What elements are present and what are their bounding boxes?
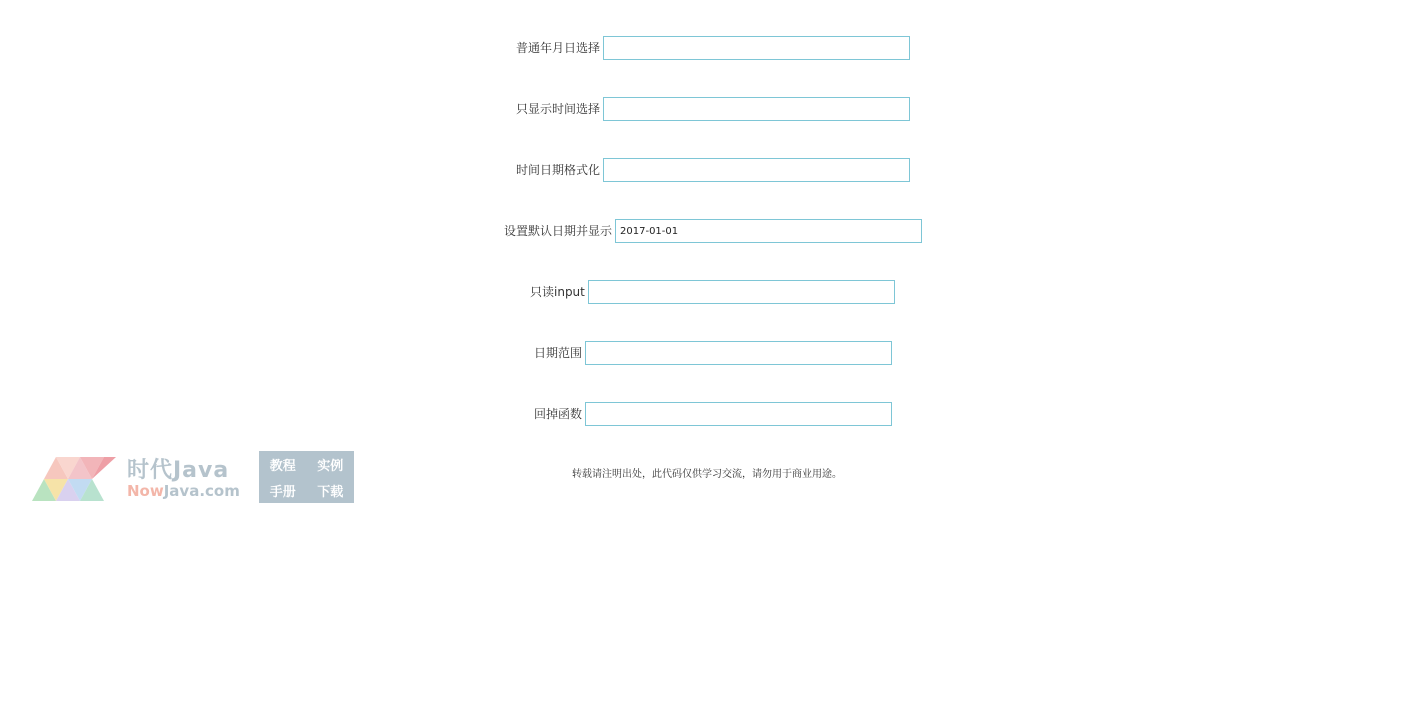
normal-date-input[interactable] [603,36,910,60]
watermark-box-item: 实例 [317,458,344,474]
label-time-only: 只显示时间选择 [516,102,601,116]
watermark-site-now: Now [127,482,164,500]
callback-input[interactable] [585,402,892,426]
date-range-input[interactable] [585,341,892,365]
form-row-callback [534,402,892,426]
form-row-datetime-format [516,158,910,182]
label-callback: 回掉函数 [534,407,583,421]
watermark-site [127,482,240,500]
time-only-input[interactable] [603,97,910,121]
watermark-box-item: 下载 [317,484,344,500]
datetime-format-input[interactable] [603,158,910,182]
label-normal-date: 普通年月日选择 [516,41,601,55]
form-row-default-date [504,219,922,243]
label-readonly: 只读input [530,285,585,299]
watermark-menu-box [259,451,354,503]
watermark-box-item: 教程 [269,458,296,474]
form-row-readonly [530,280,895,304]
label-date-range: 日期范围 [534,346,583,360]
copyright-notice: 转载请注明出处，此代码仅供学习交流，请勿用于商业用途。 [572,469,842,480]
watermark-box-item: 手册 [269,484,296,500]
default-date-input[interactable] [615,219,922,243]
triangle-logo-icon [32,455,122,501]
label-datetime-format: 时间日期格式化 [516,163,601,177]
form-row-normal-date [516,36,910,60]
watermark-site-rest: Java.com [163,482,240,500]
readonly-input[interactable] [588,280,895,304]
form-row-date-range [534,341,892,365]
form-row-time-only [516,97,910,121]
label-default-date: 设置默认日期并显示 [504,224,613,238]
watermark-title: 时代Java [127,458,230,483]
watermark-logo [32,451,354,503]
